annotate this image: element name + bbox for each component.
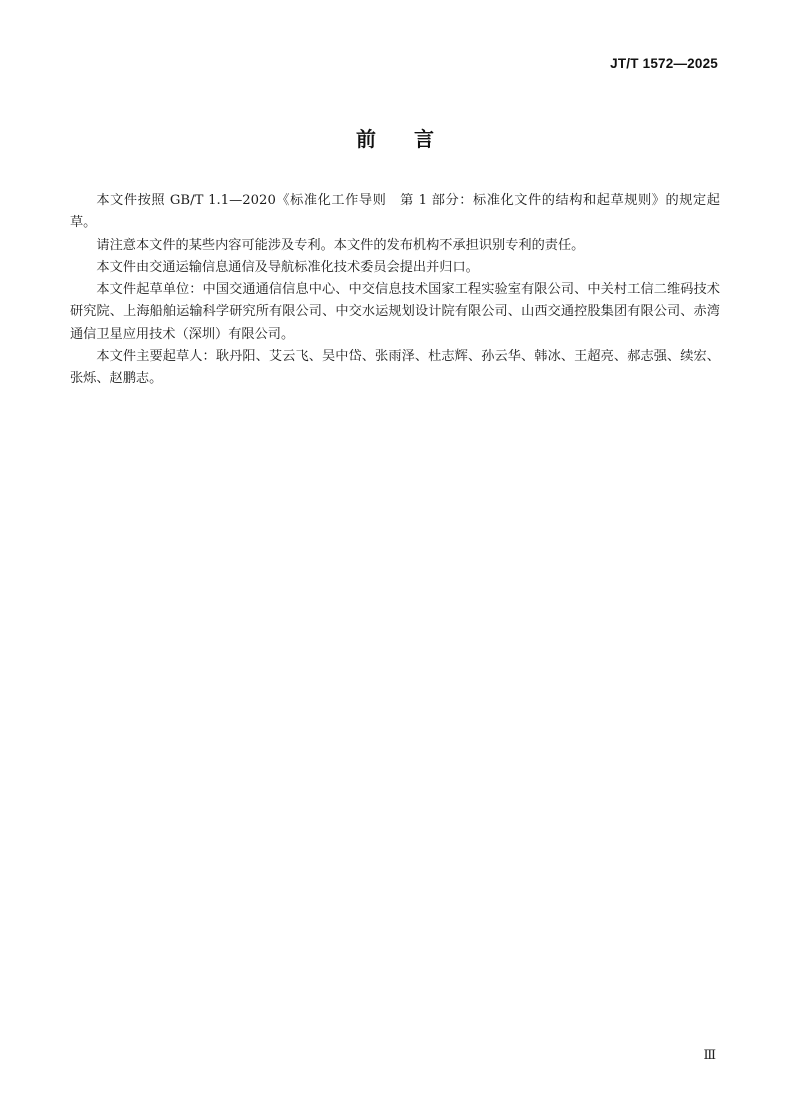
page-number: Ⅲ xyxy=(703,1048,716,1063)
paragraph-drafting-units: 本文件起草单位：中国交通通信信息中心、中交信息技术国家工程实验室有限公司、中关村工信二维码技术研究院、上海船舶运输科学研究所有限公司、中交水运规划设计院有限公司、山西交通控股集团有限公司、赤湾通信卫星应用技术（深圳）有限公司。 xyxy=(70,282,720,342)
paragraph-patent-notice: 请注意本文件的某些内容可能涉及专利。本文件的发布机构不承担识别专利的责任。 xyxy=(96,237,585,253)
paragraph-drafting-rules: 本文件按照 GB/T 1.1—2020《标准化工作导则 第 1 部分：标准化文件的结构和起草规则》的规定起草。 xyxy=(70,193,720,231)
page-title: 前言 xyxy=(356,127,472,151)
standard-number: JT/T 1572—2025 xyxy=(610,56,718,71)
paragraph-proposer: 本文件由交通运输信息通信及导航标准化技术委员会提出并归口。 xyxy=(96,259,479,275)
preface-body xyxy=(70,190,720,391)
paragraph-drafters: 本文件主要起草人：耿丹阳、艾云飞、吴中岱、张雨泽、杜志辉、孙云华、韩冰、王超亮、郝志强、续宏、张烁、赵鹏志。 xyxy=(70,349,720,387)
